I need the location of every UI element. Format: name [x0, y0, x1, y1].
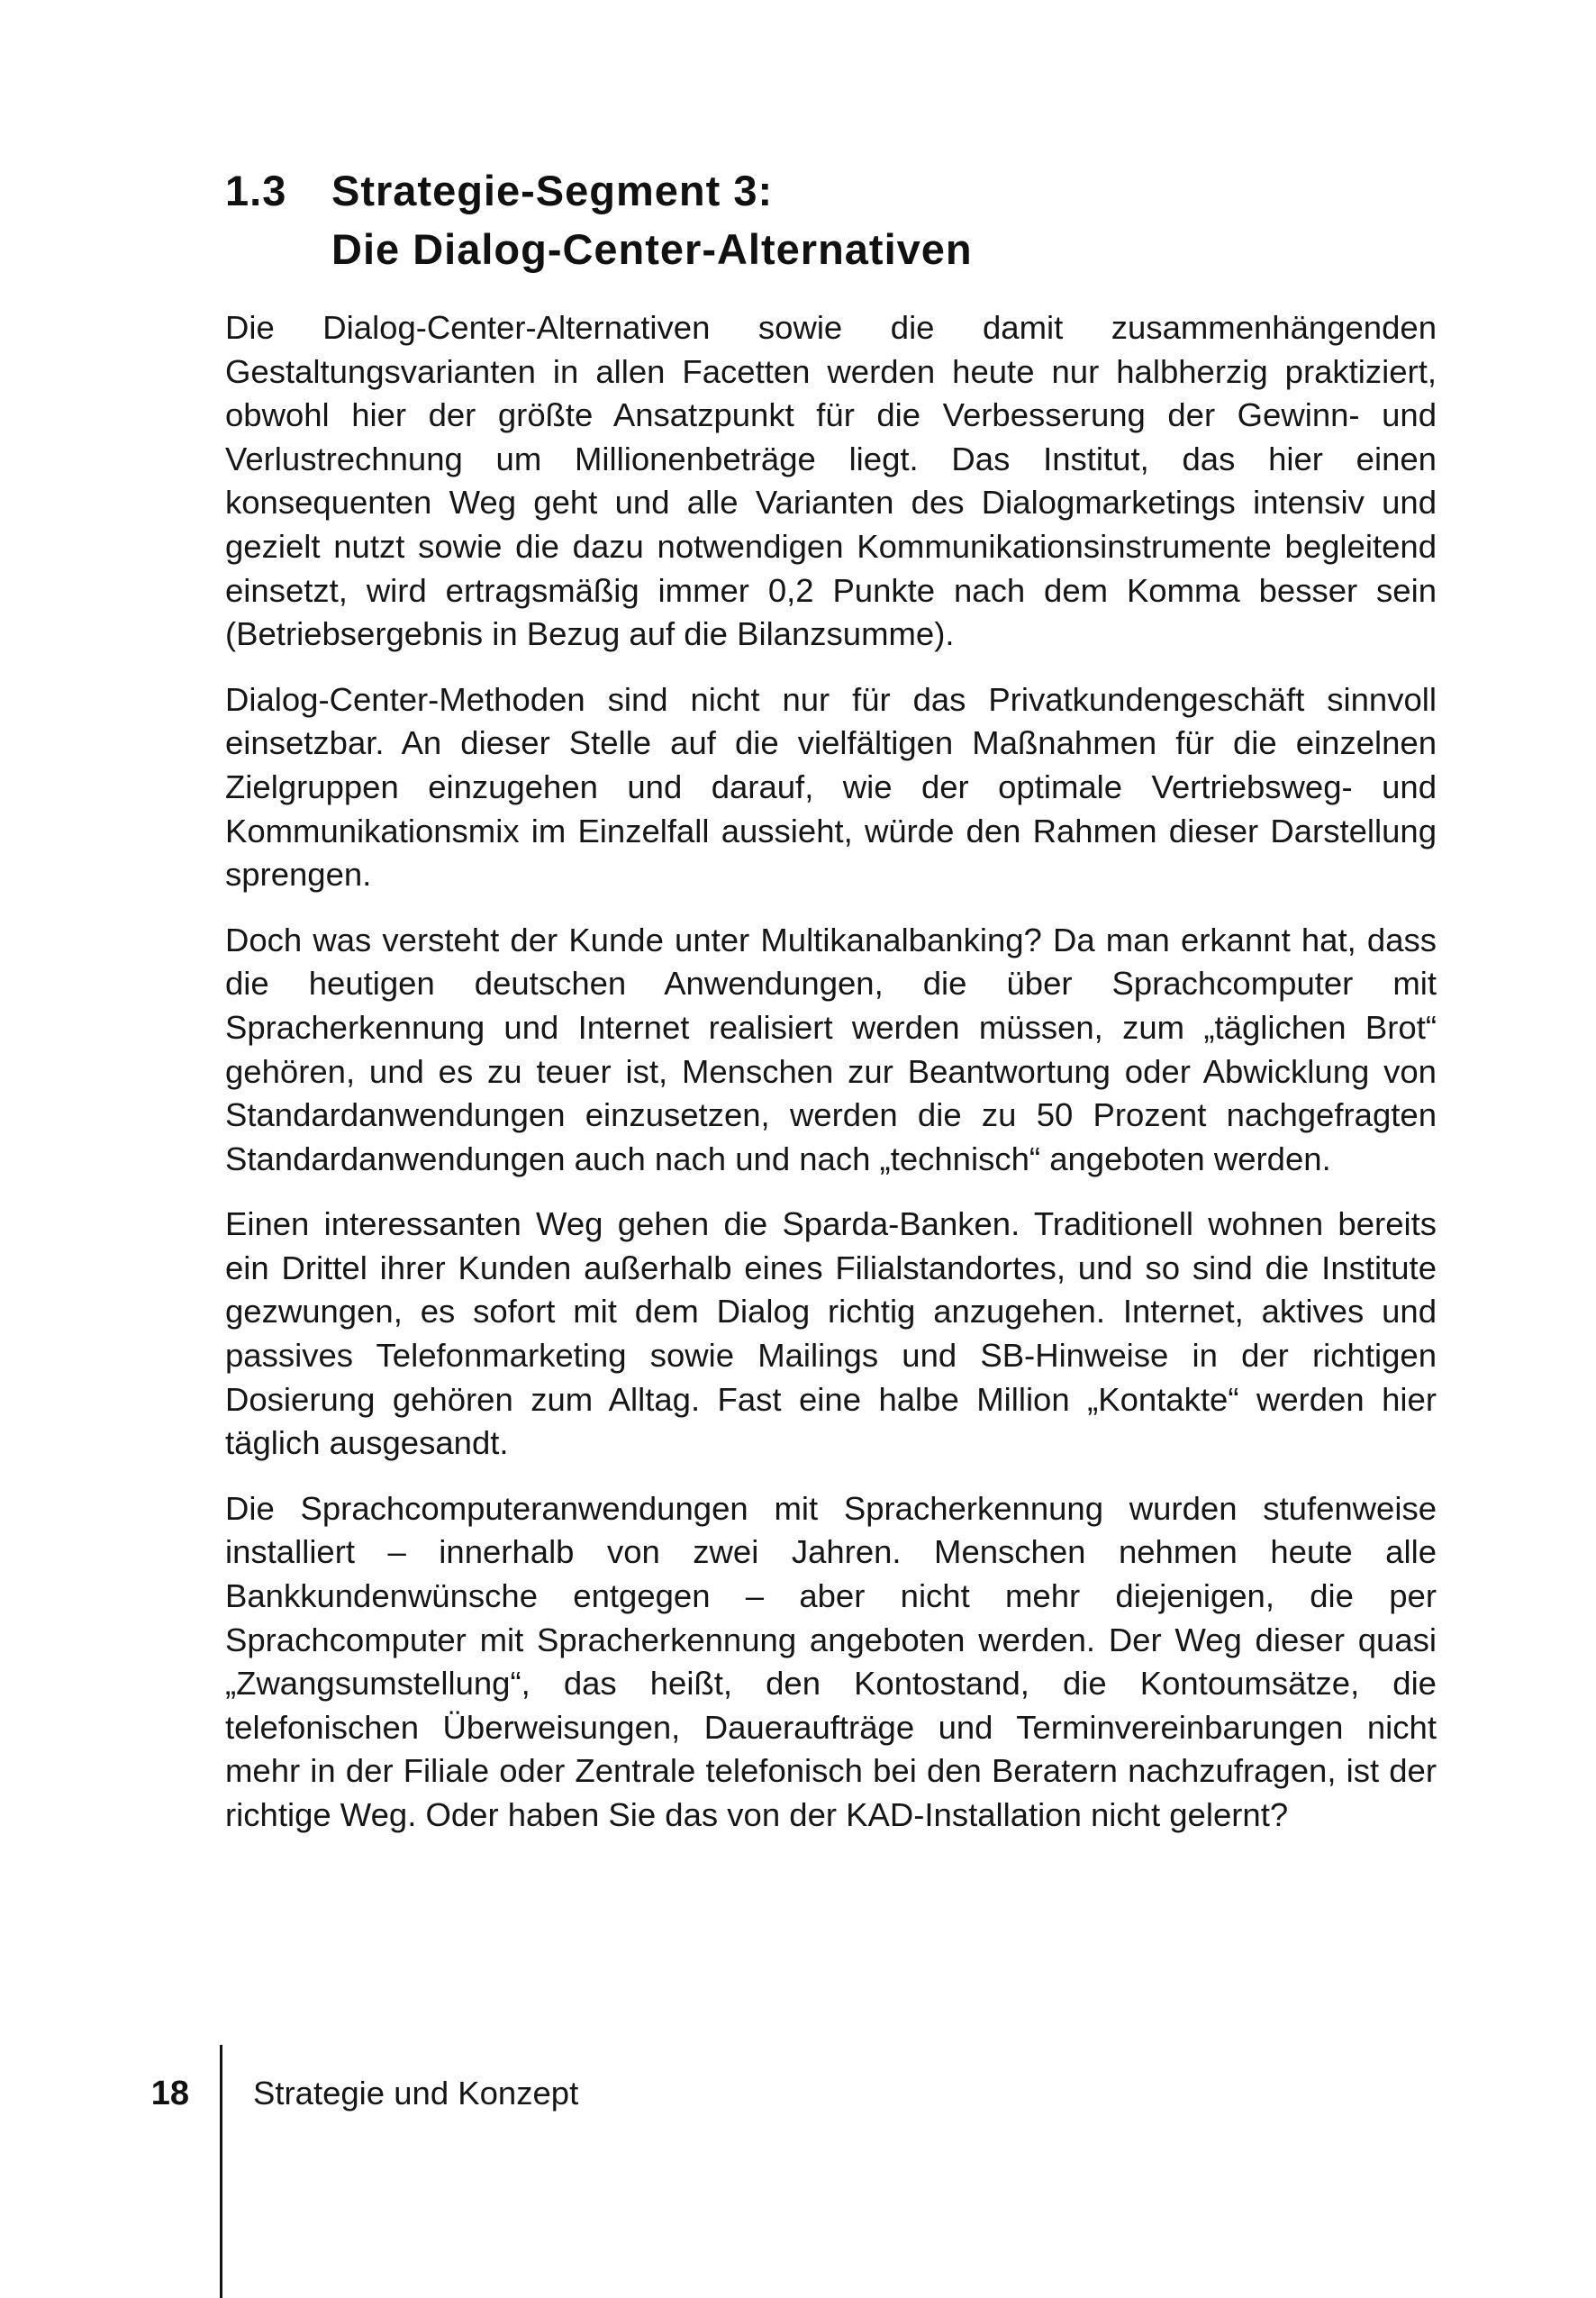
section-title-line-1: Strategie-Segment 3: [331, 167, 774, 215]
running-title: Strategie und Konzept [253, 2075, 579, 2112]
section-title-line-2: Die Dialog-Center-Alternativen [331, 225, 973, 274]
paragraph: Einen interessanten Weg gehen die Sparda-Banken. Traditionell wohnen bereits ein Drittel ihrer Kunden außerhalb eines Filialstandortes, und so sind die Institute gezwungen, es sofort mit dem Dialog richtig anzugehen. Internet, aktives und passives Telefonmarketing sowie Mailings und SB-Hinweise in der richtigen Dosierung gehören zum Alltag. Fast eine halbe Million „Kontakte“ werden hier täglich ausgesandt. [225, 1205, 1437, 1462]
paragraph: Dialog-Center-Methoden sind nicht nur für das Privatkundengeschäft sinnvoll einsetzbar. An dieser Stelle auf die vielfältigen Maßnahmen für die einzelnen Zielgruppen einzugehen und darauf, wie der optimale Vertriebsweg- und Kommunikationsmix im Einzelfall aussieht, würde den Rahmen dieser Darstellung sprengen. [225, 680, 1437, 894]
paragraph: Die Dialog-Center-Alternativen sowie die damit zusammenhängenden Gestaltungsvarianten in allen Facetten werden heute nur halbherzig praktiziert, obwohl hier der größte Ansatzpunkt für die Verbesserung der Gewinn- und Verlustrechnung um Millionenbeträge liegt. Das Institut, das hier einen konsequenten Weg geht und alle Varianten des Dialogmarketings intensiv und gezielt nutzt sowie die dazu notwendigen Kommunikationsinstrumente begleitend einsetzt, wird ertragsmäßig immer 0,2 Punkte nach dem Komma besser sein (Betriebsergebnis in Bezug auf die Bilanzsumme). [225, 309, 1437, 653]
section-heading [225, 161, 1441, 278]
body-text [225, 306, 1437, 1859]
page-number: 18 [150, 2075, 189, 2112]
paragraph: Die Sprachcomputeranwendungen mit Spracherkennung wurden stufenweise installiert – innerhalb von zwei Jahren. Menschen nehmen heute alle Bankkundenwünsche entgegen – aber nicht mehr diejenigen, die per Sprachcomputer mit Spracherkennung angeboten werden. Der Weg dieser quasi „Zwangsumstellung“, das heißt, den Kontostand, die Kontoumsätze, die telefonischen Überweisungen, Daueraufträge und Terminvereinbarungen nicht mehr in der Filiale oder Zentrale telefonisch bei den Beratern nachzufragen, ist der richtige Weg. Oder haben Sie das von der KAD-Installation nicht gelernt? [225, 1489, 1437, 1833]
paragraph: Doch was versteht der Kunde unter Multikanalbanking? Da man erkannt hat, dass die heutigen deutschen Anwendungen, die über Sprachcomputer mit Spracherkennung und Internet realisiert werden müssen, zum „täglichen Brot“ gehören, und es zu teuer ist, Menschen zur Beantwortung oder Abwicklung von Standardanwendungen einzusetzen, werden die zu 50 Prozent nachgefragten Standardanwendungen auch nach und nach „technisch“ angeboten werden. [225, 921, 1437, 1177]
section-number: 1.3 [225, 167, 287, 215]
footer-divider [220, 2045, 222, 2298]
heading-line-1 [225, 161, 1441, 220]
